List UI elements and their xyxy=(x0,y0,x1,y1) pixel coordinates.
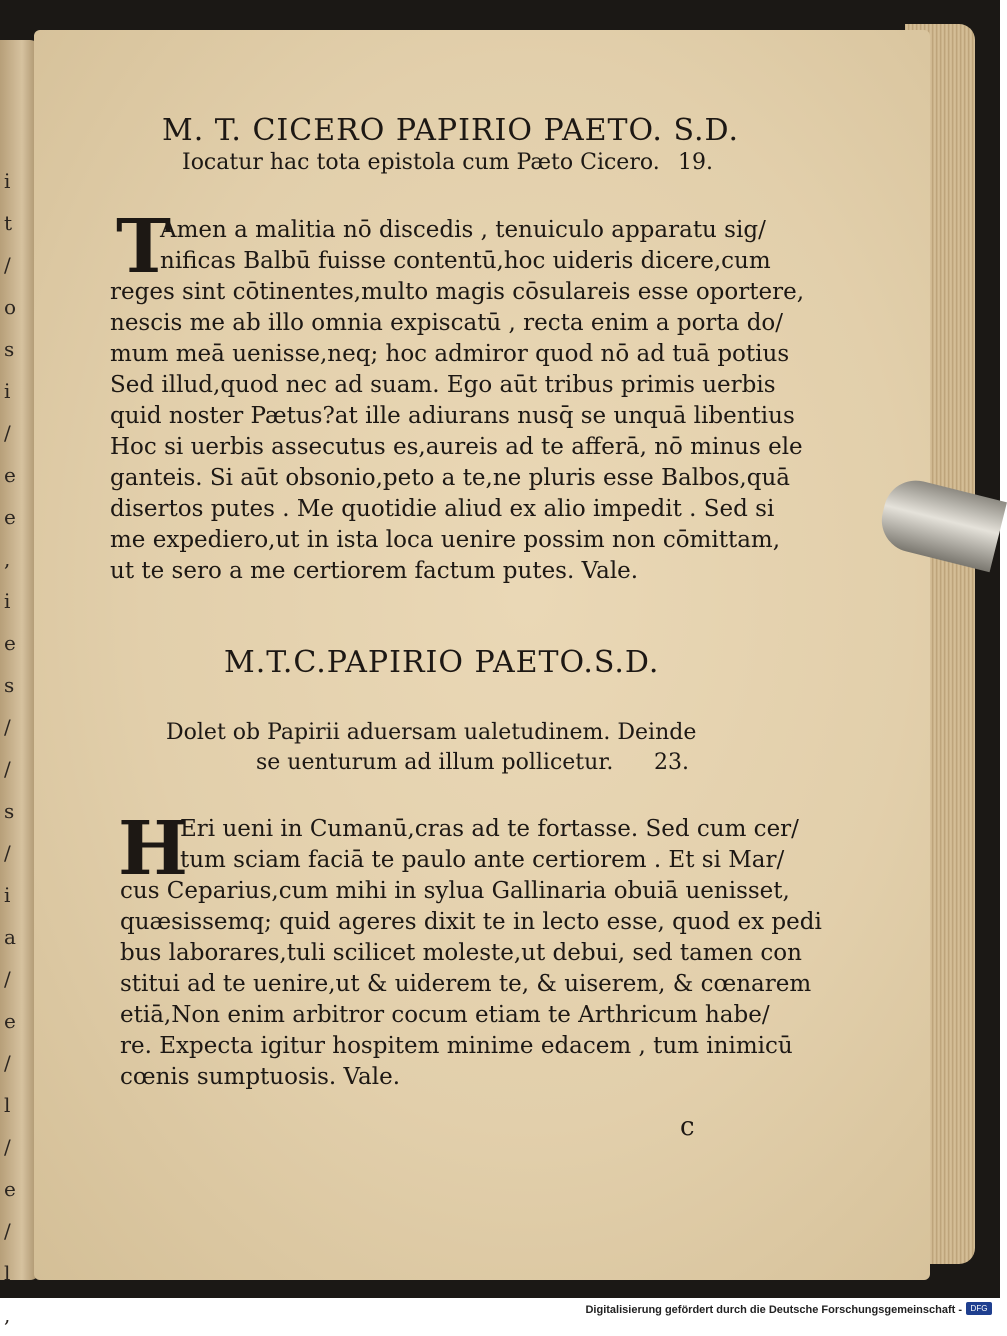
letter1-body-line: me expediero,ut in ista loca uenire possim non cōmittam, xyxy=(110,527,781,553)
left-page-glyph: / xyxy=(4,1135,11,1159)
left-page-glyph: / xyxy=(4,1219,11,1243)
letter1-body-line: ut te sero a me certiorem factum putes. Vale. xyxy=(110,558,639,584)
letter2-heading: M.T.C.PAPIRIO PAETO.S.D. xyxy=(224,645,660,680)
letter2-number: 23. xyxy=(654,750,689,775)
left-page-glyph: / xyxy=(4,1051,11,1075)
left-page-glyph: i xyxy=(4,589,11,613)
dfg-logo: DFG xyxy=(966,1302,992,1315)
letter1-body-line: quid noster Pætus?at ille adiurans nusq̄ se unquā libentius xyxy=(110,403,795,429)
left-page-glyph: , xyxy=(4,547,11,571)
letter1-dropcap: T xyxy=(116,204,172,290)
letter1-heading: M. T. CICERO PAPIRIO PAETO. S.D. xyxy=(162,113,739,148)
letter2-body-line: bus laborares,tuli scilicet moleste,ut debui, sed tamen con xyxy=(120,940,802,966)
letter1-body-line: nescis me ab illo omnia expiscatū , recta enim a porta do/ xyxy=(110,310,784,336)
left-page-glyph: s xyxy=(4,799,15,823)
left-page-glyph: i xyxy=(4,883,11,907)
letter1-subtitle: Iocatur hac tota epistola cum Pæto Cicero. xyxy=(182,150,660,175)
left-page-glyphs xyxy=(4,160,28,1336)
letter2-body-line: Eri ueni in Cumanū,cras ad te fortasse. Sed cum cer/ xyxy=(180,816,799,842)
book-page xyxy=(34,30,930,1280)
left-page-glyph: t xyxy=(4,211,13,235)
left-page-glyph: / xyxy=(4,421,11,445)
left-page-glyph: o xyxy=(4,295,17,319)
left-page-glyph: i xyxy=(4,169,11,193)
letter2-dropcap: H xyxy=(118,806,188,892)
footer-credit-text: Digitalisierung gefördert durch die Deutsche Forschungsgemeinschaft - xyxy=(585,1304,962,1316)
letter1-number: 19. xyxy=(678,150,713,175)
letter2-subtitle-line1: Dolet ob Papirii aduersam ualetudinem. Deinde xyxy=(166,720,697,745)
left-page-glyph: l xyxy=(4,1093,11,1117)
left-page-glyph: e xyxy=(4,1177,16,1201)
letter1-body-line: nificas Balbū fuisse contentū,hoc uideris dicere,cum xyxy=(160,248,771,274)
left-page-glyph: i xyxy=(4,379,11,403)
letter2-body-line: stitui ad te uenire,ut & uiderem te, & uiserem, & cœnarem xyxy=(120,971,812,997)
left-page-glyph: / xyxy=(4,841,11,865)
left-page-glyph: e xyxy=(4,463,16,487)
left-page-glyph: e xyxy=(4,505,16,529)
letter1-body-line: mum meā uenisse,neq; hoc admiror quod nō ad tuā potius xyxy=(110,341,790,367)
left-page-glyph: e xyxy=(4,1009,16,1033)
left-page-glyph: s xyxy=(4,673,15,697)
left-page-glyph: / xyxy=(4,253,11,277)
left-page-glyph: / xyxy=(4,757,11,781)
letter1-body-line: reges sint cōtinentes,multo magis cōsulareis esse oportere, xyxy=(110,279,805,305)
left-page-glyph: s xyxy=(4,337,15,361)
letter1-body-line: disertos putes . Me quotidie aliud ex alio impedit . Sed si xyxy=(110,496,775,522)
left-page-glyph: l xyxy=(4,1261,11,1285)
letter1-body-line: Hoc si uerbis assecutus es,aureis ad te afferā, nō minus ele xyxy=(110,434,803,460)
left-page-glyph: a xyxy=(4,925,16,949)
left-page-glyph: e xyxy=(4,631,16,655)
letter1-body-line: Amen a malitia nō discedis , tenuiculo apparatu sig/ xyxy=(160,217,766,243)
letter1-body-line: Sed illud,quod nec ad suam. Ego aūt tribus primis uerbis xyxy=(110,372,776,398)
letter2-body-line: cœnis sumptuosis. Vale. xyxy=(120,1064,401,1090)
letter2-body-line: re. Expecta igitur hospitem minime edacem , tum inimicū xyxy=(120,1033,793,1059)
left-page-glyph: / xyxy=(4,715,11,739)
letter1-body-line: ganteis. Si aūt obsonio,peto a te,ne pluris esse Balbos,quā xyxy=(110,465,790,491)
signature-mark: c xyxy=(680,1112,695,1142)
letter2-subtitle-line2: se uenturum ad illum pollicetur. xyxy=(256,750,614,775)
letter2-body-line: cus Ceparius,cum mihi in sylua Gallinaria obuiā uenisset, xyxy=(120,878,790,904)
letter2-body-line: quæsissemq; quid ageres dixit te in lecto esse, quod ex pedi xyxy=(120,909,822,935)
letter2-body-line: tum sciam faciā te paulo ante certiorem . Et si Mar/ xyxy=(180,847,785,873)
left-page-glyph: / xyxy=(4,967,11,991)
digitization-footer xyxy=(0,1298,1000,1319)
letter2-body-line: etiā,Non enim arbitror cocum etiam te Arthricum habe/ xyxy=(120,1002,770,1028)
